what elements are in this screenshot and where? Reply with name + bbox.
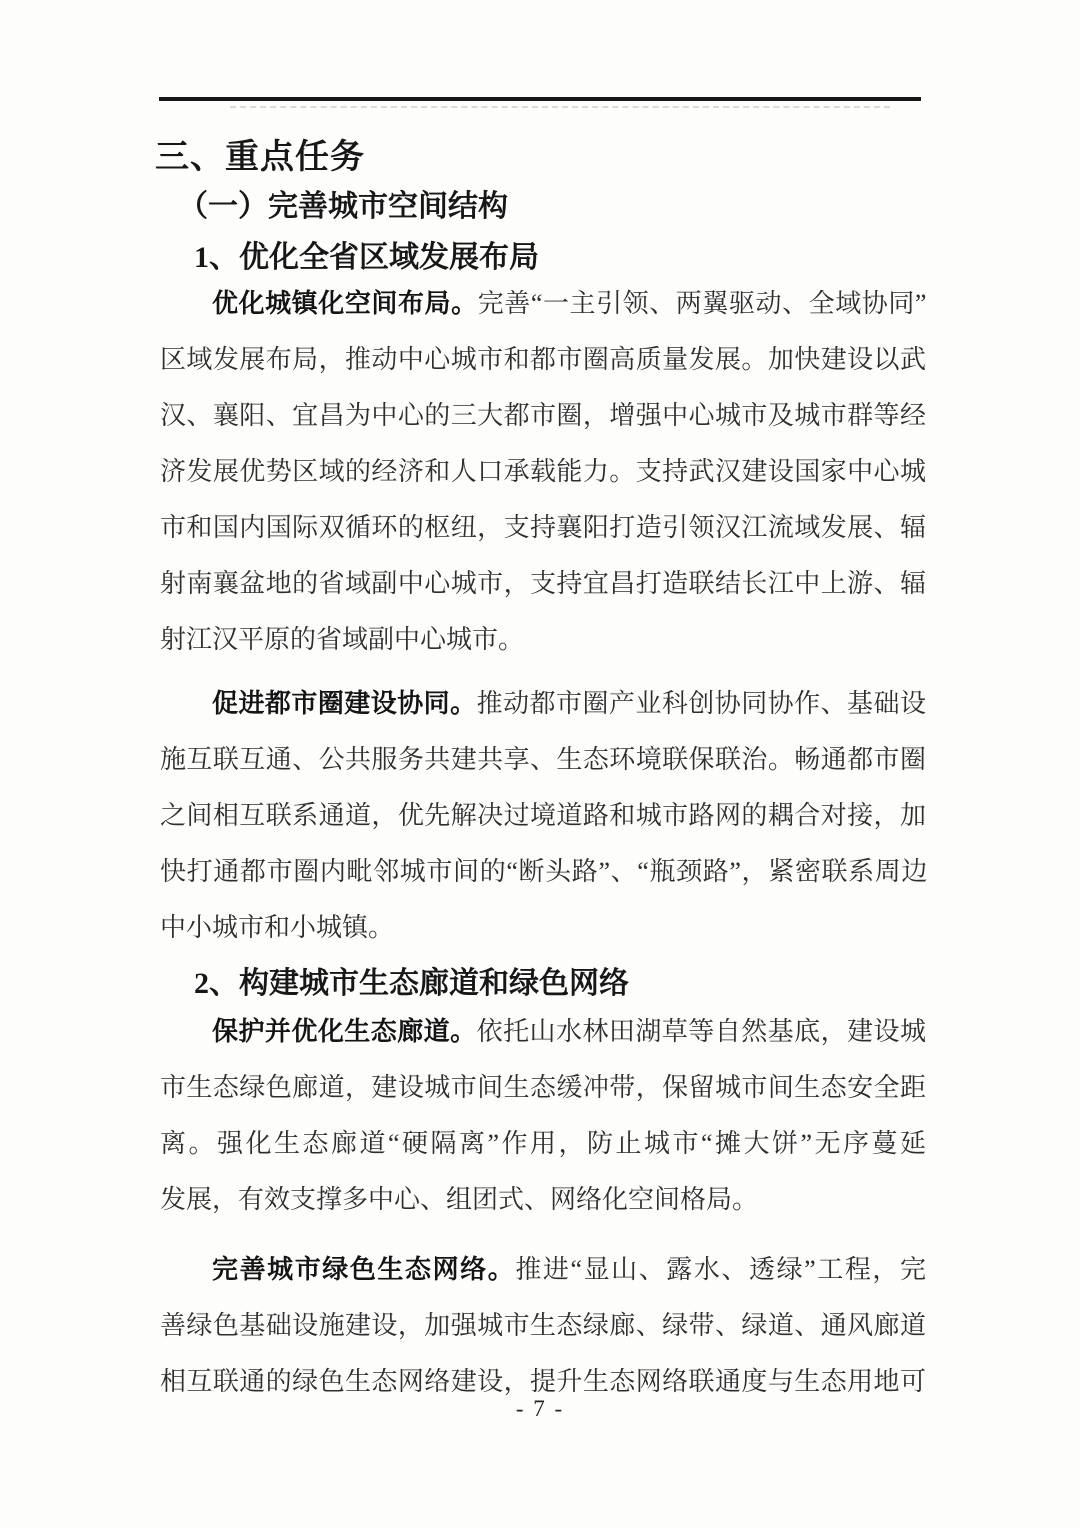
header-rule (159, 97, 921, 101)
lead-phrase: 优化城镇化空间布局。 (212, 289, 478, 318)
text-line: 汉、襄阳、宜昌为中心的三大都市圈，增强中心城市及城市群等经 (160, 401, 926, 430)
lead-phrase: 保护并优化生态廊道。 (212, 1017, 477, 1046)
subsection-heading: （一）完善城市空间结构 (178, 190, 508, 223)
content-column (155, 138, 926, 1410)
paragraph-1 (160, 276, 926, 668)
text-line: 善绿色基础设施建设，加强城市生态绿廊、绿带、绿道、通风廊道 (160, 1311, 926, 1340)
text-line: 市生态绿色廊道，建设城市间生态缓冲带，保留城市间生态安全距 (160, 1073, 926, 1102)
text-line (160, 676, 926, 732)
text-line: 相互联通的绿色生态网络建设，提升生态网络联通度与生态用地可 (160, 1367, 926, 1396)
text-line: 快打通都市圈内毗邻城市间的“断头路”、“瓶颈路”，紧密联系周边 (160, 857, 926, 886)
text-line: 济发展优势区域的经济和人口承载能力。支持武汉建设国家中心城 (160, 457, 926, 486)
lead-phrase: 促进都市圈建设协同。 (212, 689, 477, 718)
text-run: 完善“一主引领、两翼驱动、全域协同” (477, 289, 926, 318)
text-line: 发展，有效支撑多中心、组团式、网络化空间格局。 (160, 1185, 759, 1214)
text-line (160, 1242, 926, 1298)
section-heading: 三、重点任务 (155, 138, 365, 176)
page-number: - 7 - (515, 1396, 565, 1421)
text-line: 射南襄盆地的省域副中心城市，支持宜昌打造联结长江中上游、辐 (160, 569, 926, 598)
text-line: 区域发展布局，推动中心城市和都市圈高质量发展。加快建设以武 (160, 345, 926, 374)
item-heading-1: 1、优化全省区域发展布局 (194, 241, 539, 274)
text-line: 离。强化生态廊道“硬隔离”作用，防止城市“摊大饼”无序蔓延 (160, 1129, 926, 1158)
text-line: 施互联互通、公共服务共建共享、生态环境联保联治。畅通都市圈 (160, 745, 926, 774)
paragraph-4 (160, 1242, 926, 1410)
text-line: 中小城市和小城镇。 (160, 913, 395, 942)
text-line: 之间相互联系通道，优先解决过境道路和城市路网的耦合对接，加 (160, 801, 926, 830)
paragraph-2 (160, 676, 926, 956)
paragraph-3 (160, 1004, 926, 1228)
lead-phrase: 完善城市绿色生态网络。 (212, 1255, 516, 1284)
text-run: 推动都市圈产业科创协同协作、基础设 (476, 689, 926, 718)
text-line: 射江汉平原的省域副中心城市。 (160, 625, 525, 654)
text-run: 依托山水林田湖草等自然基底，建设城 (476, 1017, 926, 1046)
item-heading-2: 2、构建城市生态廊道和绿色网络 (194, 967, 629, 1000)
text-line: 市和国内国际双循环的枢纽，支持襄阳打造引领汉江流域发展、辐 (160, 513, 926, 542)
text-line (160, 276, 926, 332)
text-line (160, 1004, 926, 1060)
header-rule-shadow (230, 106, 890, 108)
text-run: 推进“显山、露水、透绿”工程，完 (515, 1255, 926, 1284)
